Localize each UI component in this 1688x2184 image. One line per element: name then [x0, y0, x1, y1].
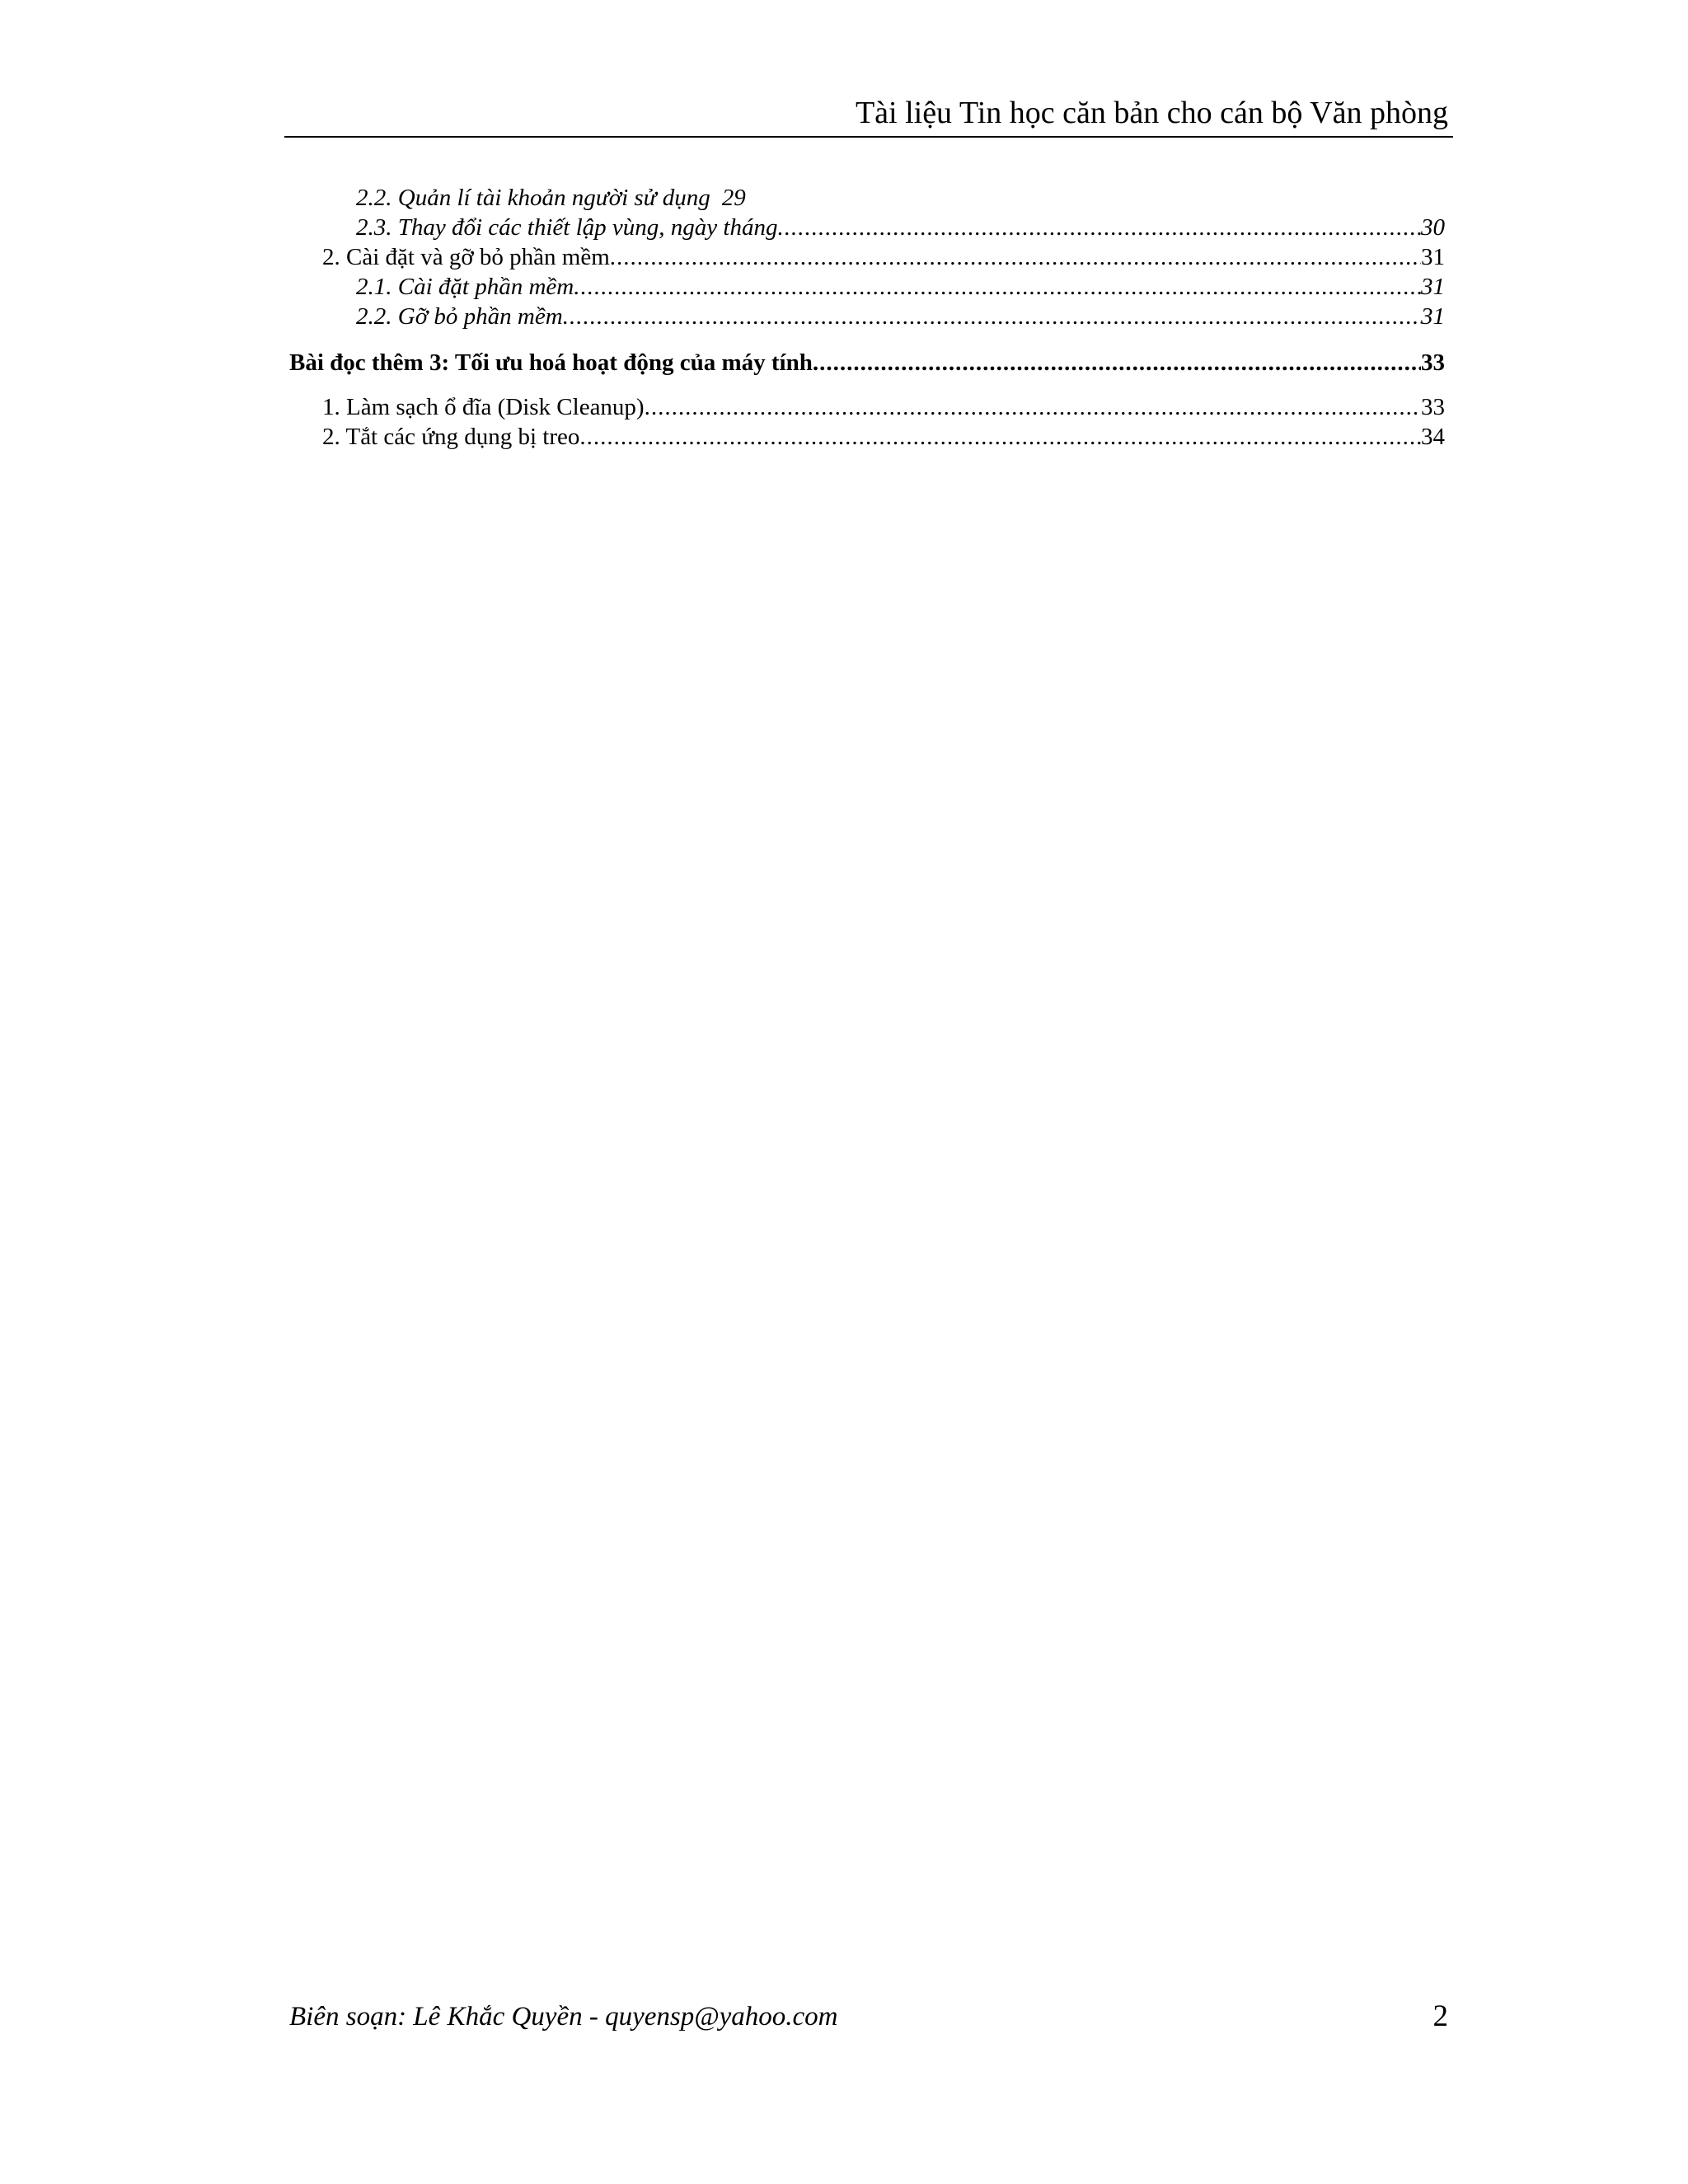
- toc-entry[interactable]: [322, 242, 1445, 272]
- toc-entry-page: 34: [1421, 424, 1445, 450]
- toc-entry-page: 33: [1421, 394, 1445, 420]
- toc-entry-page: 29: [721, 185, 746, 211]
- footer-page-number: 2: [1432, 1999, 1448, 2033]
- toc-entry-title: 2.3. Thay đổi các thiết lập vùng, ngày tháng: [356, 214, 778, 241]
- toc-entry-page: 31: [1421, 244, 1445, 270]
- toc-entry[interactable]: [289, 348, 1445, 377]
- toc-entry-page: 31: [1421, 274, 1445, 300]
- toc-entry[interactable]: [322, 392, 1445, 422]
- toc-entry-leader: [645, 392, 1421, 422]
- toc-entry-title: 2.1. Cài đặt phần mềm: [356, 274, 574, 300]
- toc-entry-title: 2.2. Gỡ bỏ phần mềm: [356, 303, 563, 330]
- toc-entry-leader: [813, 348, 1421, 377]
- toc-entry-title: 1. Làm sạch ổ đĩa (Disk Cleanup): [322, 394, 645, 420]
- toc-entry-leader: [563, 302, 1421, 331]
- toc-entry-leader: [610, 242, 1421, 272]
- page-footer: [284, 1999, 1453, 2040]
- toc-entry-leader: [777, 213, 1421, 242]
- toc-entry[interactable]: [356, 183, 746, 213]
- toc-entry[interactable]: [356, 302, 1445, 331]
- toc-entry[interactable]: [356, 213, 1445, 242]
- toc-entry-leader: [579, 422, 1421, 452]
- toc-entry-title: 2.2. Quản lí tài khoản người sử dụng: [356, 185, 710, 211]
- toc-entry-page: 33: [1421, 349, 1445, 376]
- toc-entry-leader: [574, 272, 1421, 302]
- toc-entry-page: 30: [1421, 214, 1445, 241]
- header-title: Tài liệu Tin học căn bản cho cán bộ Văn phòng: [855, 96, 1448, 130]
- table-of-contents: [284, 0, 1453, 2184]
- footer-author: Biên soạn: Lê Khắc Quyền - quyensp@yahoo.com: [289, 2002, 838, 2032]
- toc-entry[interactable]: [356, 272, 1445, 302]
- toc-entry-title: Bài đọc thêm 3: Tối ưu hoá hoạt động của máy tính: [289, 349, 813, 376]
- toc-entry-page: 31: [1421, 303, 1445, 330]
- toc-entry-title: 2. Tắt các ứng dụng bị treo: [322, 424, 580, 450]
- toc-entry[interactable]: [322, 422, 1445, 452]
- toc-entry-title: 2. Cài đặt và gỡ bỏ phần mềm: [322, 244, 610, 270]
